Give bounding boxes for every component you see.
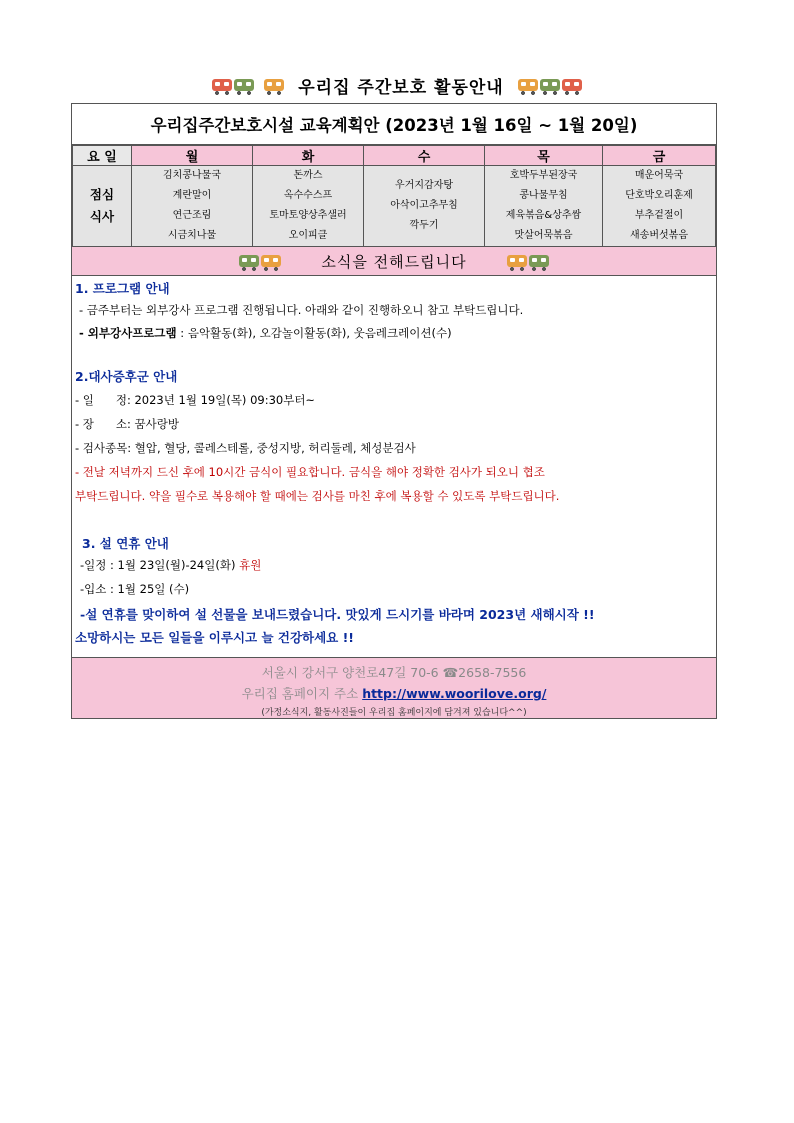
day-label: 요 일 (73, 146, 132, 166)
train-car-icon (239, 255, 259, 267)
train-car-icon (264, 79, 284, 91)
section2-heading: 2.대사증후군 안내 (75, 369, 178, 384)
train-icon-group (507, 255, 549, 267)
meal-table (72, 145, 716, 247)
train-car-icon (529, 255, 549, 267)
plan-title: 우리집주간보호시설 교육계획안 (2023년 1월 16일 ~ 1월 20일) (72, 104, 716, 145)
news-bar (72, 247, 716, 276)
menu-tue: 돈까스 옥수수스프 토마토양상추샐러 오이피클 (253, 166, 364, 247)
page-header (0, 72, 794, 98)
day-mon: 월 (132, 146, 253, 166)
lunch-label: 점심 식사 (73, 166, 132, 247)
train-icon-group-left (212, 79, 284, 91)
lunch-row (73, 166, 716, 247)
section2-notice1: - 전날 저녁까지 드신 후에 10시간 금식이 필요합니다. 금식을 해야 정확한 검사가 되오니 협조 (75, 465, 545, 479)
footer (72, 657, 716, 718)
news-content (72, 276, 716, 663)
menu-fri: 매운어묵국 단호박오리훈제 부추겉절이 새송버섯볶음 (603, 166, 716, 247)
section1-heading: 1. 프로그램 안내 (75, 281, 170, 296)
menu-wed: 우거지감자탕 아삭이고추무침 깍두기 (364, 166, 485, 247)
page-title: 우리집 주간보호 활동안내 (298, 77, 504, 98)
news-title: 소식을 전해드립니다 (321, 252, 467, 271)
footer-homepage: 우리집 홈페이지 주소 http://www.woorilove.org/ (241, 686, 547, 701)
train-car-icon (562, 79, 582, 91)
homepage-link[interactable]: http://www.woorilove.org/ (362, 686, 547, 701)
train-car-icon (212, 79, 232, 91)
newsletter-frame (71, 103, 717, 719)
menu-mon: 김치콩나물국 계란말이 연근조림 시금치나물 (132, 166, 253, 247)
section3-schedule: -일정 : 1월 23일(월)-24일(화) 휴원 (80, 558, 262, 572)
footer-address: 서울시 강서구 양천로47길 70-6 ☎2658-7556 (261, 665, 527, 680)
train-car-icon (540, 79, 560, 91)
day-wed: 수 (364, 146, 485, 166)
section2-items: - 검사종목: 혈압, 혈당, 콜레스테롤, 중성지방, 허리둘레, 체성분검사 (75, 441, 416, 455)
section3-greeting2: 소망하시는 모든 일들을 이루시고 늘 건강하세요 !! (75, 630, 355, 645)
train-car-icon (234, 79, 254, 91)
train-icon-group-right (518, 79, 582, 91)
day-tue: 화 (253, 146, 364, 166)
section2-notice2: 부탁드립니다. 약을 필수로 복용해야 할 때에는 검사를 마친 후에 복용할 수 있도록 부탁드립니다. (75, 489, 560, 503)
section3-heading: 3. 설 연휴 안내 (82, 536, 169, 551)
day-fri: 금 (603, 146, 716, 166)
train-car-icon (507, 255, 527, 267)
section1-line1: - 금주부터는 외부강사 프로그램 진행됩니다. 아래와 같이 진행하오니 참고 부탁드립니다. (79, 303, 524, 317)
section1-line2: - 외부강사프로그램 : 음악활동(화), 오감놀이활동(화), 웃음레크레이션(수) (79, 326, 452, 340)
menu-thu: 호박두부된장국 콩나물무침 제육볶음&상추쌈 맛살어묵볶음 (485, 166, 603, 247)
train-car-icon (261, 255, 281, 267)
footer-note: (가정소식지, 활동사진들이 우리집 홈페이지에 담겨져 있습니다^^) (261, 708, 527, 718)
day-thu: 목 (485, 146, 603, 166)
section3-return: -입소 : 1월 25일 (수) (80, 582, 190, 596)
section2-date: - 일 정: 2023년 1월 19일(목) 09:30부터~ (75, 393, 316, 407)
train-car-icon (518, 79, 538, 91)
section2-place: - 장 소: 꿈사랑방 (75, 417, 179, 431)
section3-greeting1: -설 연휴를 맞이하여 설 선물을 보내드렸습니다. 맛있게 드시기를 바라며 2023년 새해시작 !! (80, 607, 595, 622)
train-icon-group (239, 255, 281, 267)
day-header-row (73, 146, 716, 166)
